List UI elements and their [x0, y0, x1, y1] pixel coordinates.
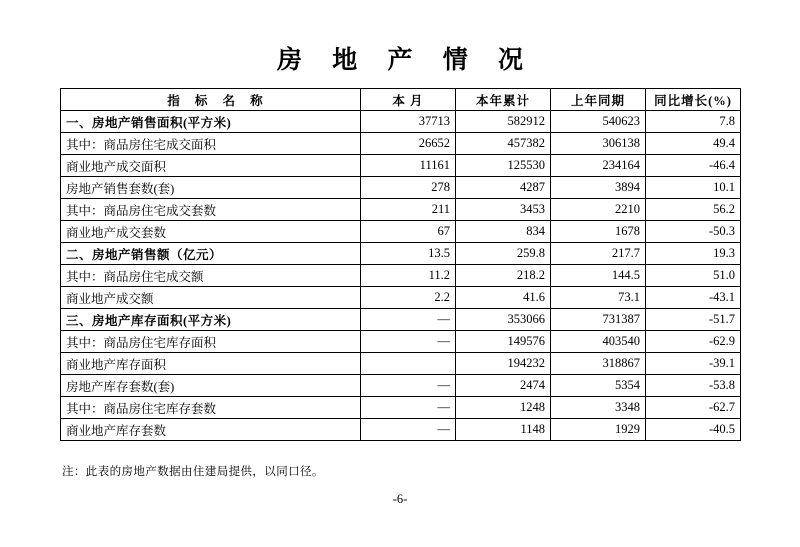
row-growth: -46.4 [646, 155, 741, 177]
page-title: 房 地 产 情 况 [276, 47, 535, 74]
row-label: 商业地产库存套数 [61, 419, 361, 441]
table-row [61, 221, 741, 243]
row-label: 房地产库存套数(套) [61, 375, 361, 397]
row-label: 其中：商品房住宅成交套数 [61, 199, 361, 221]
row-last-year: 5354 [551, 375, 646, 397]
row-month [361, 353, 456, 375]
row-growth: -62.9 [646, 331, 741, 353]
row-ytd: 194232 [456, 353, 551, 375]
row-growth: -51.7 [646, 309, 741, 331]
row-month: 37713 [361, 111, 456, 133]
row-month: — [361, 397, 456, 419]
row-last-year: 217.7 [551, 243, 646, 265]
table-row [61, 199, 741, 221]
row-growth: 10.1 [646, 177, 741, 199]
row-ytd: 457382 [456, 133, 551, 155]
row-month: — [361, 419, 456, 441]
table-row [61, 419, 741, 441]
row-growth: -50.3 [646, 221, 741, 243]
row-month: 278 [361, 177, 456, 199]
row-label: 其中：商品房住宅成交额 [61, 265, 361, 287]
row-month: — [361, 331, 456, 353]
row-last-year: 306138 [551, 133, 646, 155]
row-last-year: 540623 [551, 111, 646, 133]
row-ytd: 2474 [456, 375, 551, 397]
row-last-year: 731387 [551, 309, 646, 331]
column-header-ytd: 本年累计 [456, 89, 551, 111]
row-growth: -62.7 [646, 397, 741, 419]
table-row [61, 331, 741, 353]
page-number: -6- [392, 492, 408, 506]
row-ytd: 4287 [456, 177, 551, 199]
table-header-row [61, 89, 741, 111]
table-row [61, 133, 741, 155]
row-last-year: 2210 [551, 199, 646, 221]
row-label: 其中：商品房住宅库存面积 [61, 331, 361, 353]
row-month: 13.5 [361, 243, 456, 265]
table-row [61, 375, 741, 397]
table-row [61, 155, 741, 177]
row-month: — [361, 375, 456, 397]
row-month: 67 [361, 221, 456, 243]
row-growth: 7.8 [646, 111, 741, 133]
row-last-year: 1929 [551, 419, 646, 441]
row-growth: 56.2 [646, 199, 741, 221]
row-last-year: 3894 [551, 177, 646, 199]
row-month: 211 [361, 199, 456, 221]
row-last-year: 234164 [551, 155, 646, 177]
row-ytd: 1248 [456, 397, 551, 419]
table-row [61, 287, 741, 309]
row-growth: -40.5 [646, 419, 741, 441]
row-month: — [361, 309, 456, 331]
row-last-year: 73.1 [551, 287, 646, 309]
row-ytd: 582912 [456, 111, 551, 133]
row-label: 商业地产成交套数 [61, 221, 361, 243]
row-growth: -39.1 [646, 353, 741, 375]
row-label: 其中：商品房住宅库存套数 [61, 397, 361, 419]
column-header-last-year: 上年同期 [551, 89, 646, 111]
real-estate-report-table [60, 88, 741, 441]
table-row [61, 265, 741, 287]
report-table-container [60, 88, 740, 441]
row-ytd: 259.8 [456, 243, 551, 265]
table-footnote: 注：此表的房地产数据由住建局提供，以同口径。 [62, 466, 324, 478]
column-header-month: 本 月 [361, 89, 456, 111]
table-row [61, 177, 741, 199]
table-row [61, 243, 741, 265]
column-header-growth: 同比增长(%) [646, 89, 741, 111]
row-ytd: 353066 [456, 309, 551, 331]
row-growth: -43.1 [646, 287, 741, 309]
row-ytd: 149576 [456, 331, 551, 353]
table-row [61, 309, 741, 331]
row-ytd: 1148 [456, 419, 551, 441]
row-last-year: 144.5 [551, 265, 646, 287]
row-growth: 51.0 [646, 265, 741, 287]
row-label: 二、房地产销售额（亿元） [61, 243, 361, 265]
row-ytd: 834 [456, 221, 551, 243]
row-label: 一、房地产销售面积(平方米) [61, 111, 361, 133]
row-month: 26652 [361, 133, 456, 155]
table-row [61, 397, 741, 419]
row-month: 11.2 [361, 265, 456, 287]
row-month: 2.2 [361, 287, 456, 309]
row-ytd: 125530 [456, 155, 551, 177]
row-last-year: 403540 [551, 331, 646, 353]
column-header-indicator: 指 标 名 称 [61, 89, 361, 111]
row-growth: -53.8 [646, 375, 741, 397]
table-row [61, 111, 741, 133]
row-label: 房地产销售套数(套) [61, 177, 361, 199]
row-last-year: 1678 [551, 221, 646, 243]
row-label: 商业地产成交额 [61, 287, 361, 309]
row-last-year: 318867 [551, 353, 646, 375]
row-last-year: 3348 [551, 397, 646, 419]
row-month: 11161 [361, 155, 456, 177]
row-label: 三、房地产库存面积(平方米) [61, 309, 361, 331]
row-ytd: 41.6 [456, 287, 551, 309]
row-label: 商业地产库存面积 [61, 353, 361, 375]
row-ytd: 3453 [456, 199, 551, 221]
row-label: 商业地产成交面积 [61, 155, 361, 177]
row-growth: 49.4 [646, 133, 741, 155]
table-body [61, 89, 741, 441]
row-growth: 19.3 [646, 243, 741, 265]
row-ytd: 218.2 [456, 265, 551, 287]
row-label: 其中：商品房住宅成交面积 [61, 133, 361, 155]
table-row [61, 353, 741, 375]
